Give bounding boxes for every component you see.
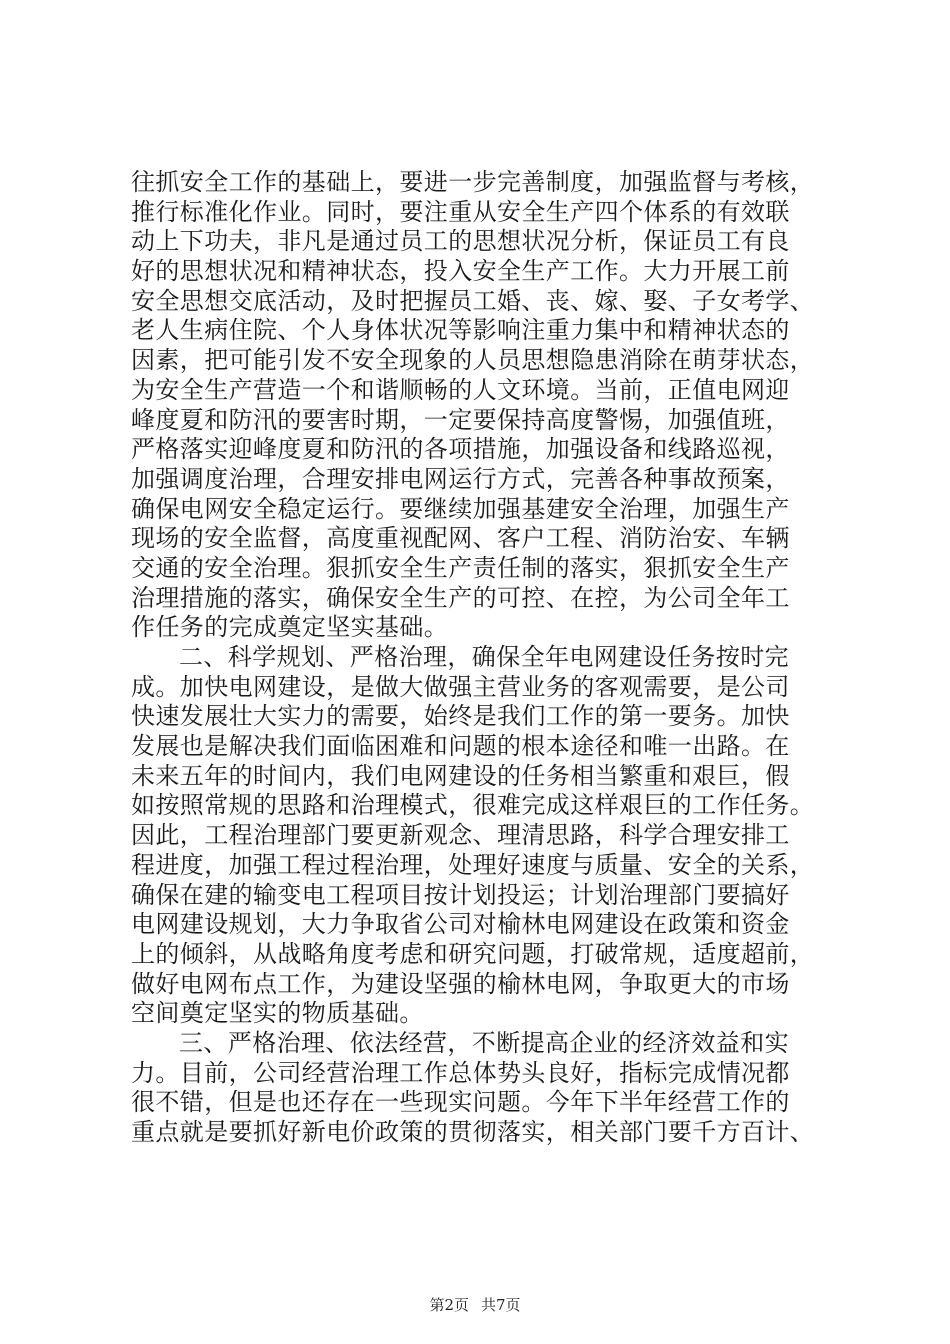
text-line: 程进度，加强工程过程治理，处理好速度与质量、安全的关系， xyxy=(131,850,815,879)
text-line: 加强调度治理，合理安排电网运行方式，完善各种事故预案， xyxy=(131,464,790,493)
text-line: 很不错，但是也还存在一些现实问题。今年下半年经营工作的 xyxy=(131,1088,790,1117)
text-line: 确保电网安全稳定运行。要继续加强基建安全治理，加强生产 xyxy=(131,494,790,523)
text-line: 往抓安全工作的基础上，要进一步完善制度，加强监督与考核， xyxy=(131,168,815,196)
text-line: 空间奠定坚实的物质基础。 xyxy=(131,999,424,1028)
text-line: 安全思想交底活动，及时把握员工婚、丧、嫁、娶、子女考学、 xyxy=(131,286,815,315)
text-line: 做好电网布点工作，为建设坚强的榆林电网，争取更大的市场 xyxy=(131,969,790,998)
text-line: 峰度夏和防汛的要害时期，一定要保持高度警惕，加强值班， xyxy=(131,405,790,434)
text-line: 好的思想状况和精神状态，投入安全生产工作。大力开展工前 xyxy=(131,257,790,286)
body-text xyxy=(131,168,831,1148)
text-line: 为安全生产营造一个和谐顺畅的人文环境。当前，正值电网迎 xyxy=(131,375,790,404)
text-line: 老人生病住院、个人身体状况等影响注重力集中和精神状态的 xyxy=(131,316,790,345)
page-total: 共7页 xyxy=(481,1296,521,1314)
text-line: 上的倾斜，从战略角度考虑和研究问题，打破常规，适度超前， xyxy=(131,939,815,968)
text-line: 因此，工程治理部门要更新观念、理清思路，科学合理安排工 xyxy=(131,821,790,850)
text-line: 发展也是解决我们面临困难和问题的根本途径和唯一出路。在 xyxy=(131,732,790,761)
text-line: 作任务的完成奠定坚实基础。 xyxy=(131,613,449,642)
text-line: 快速发展壮大实力的需要，始终是我们工作的第一要务。加快 xyxy=(131,702,790,731)
text-line: 确保在建的输变电工程项目按计划投运；计划治理部门要搞好 xyxy=(131,880,790,909)
text-line: 力。目前，公司经营治理工作总体势头良好，指标完成情况都 xyxy=(131,1058,790,1087)
text-line: 现场的安全监督，高度重视配网、客户工程、消防治安、车辆 xyxy=(131,524,790,553)
text-line: 严格落实迎峰度夏和防汛的各项措施，加强设备和线路巡视， xyxy=(131,435,790,464)
text-line: 成。加快电网建设，是做大做强主营业务的客观需要，是公司 xyxy=(131,672,790,701)
page-footer xyxy=(0,1295,950,1315)
text-line: 如按照常规的思路和治理模式，很难完成这样艰巨的工作任务。 xyxy=(131,791,815,820)
text-line: 电网建设规划，大力争取省公司对榆林电网建设在政策和资金 xyxy=(131,910,790,939)
text-line: 未来五年的时间内，我们电网建设的任务相当繁重和艰巨，假 xyxy=(131,761,790,790)
page-number: 第2页 xyxy=(429,1296,469,1314)
text-line: 治理措施的落实，确保安全生产的可控、在控，为公司全年工 xyxy=(131,583,790,612)
text-line: 二、科学规划、严格治理，确保全年电网建设任务按时完 xyxy=(179,643,789,671)
text-line: 因素，把可能引发不安全现象的人员思想隐患消除在萌芽状态， xyxy=(131,346,815,375)
text-line: 三、严格治理、依法经营，不断提高企业的经济效益和实 xyxy=(179,1028,789,1057)
text-line: 交通的安全治理。狠抓安全生产责任制的落实，狠抓安全生产 xyxy=(131,553,790,582)
text-line: 动上下功夫，非凡是通过员工的思想状况分析，保证员工有良 xyxy=(131,227,790,256)
text-line: 重点就是要抓好新电价政策的贯彻落实，相关部门要千方百计、 xyxy=(131,1118,815,1146)
text-line: 推行标准化作业。同时，要注重从安全生产四个体系的有效联 xyxy=(131,197,790,226)
